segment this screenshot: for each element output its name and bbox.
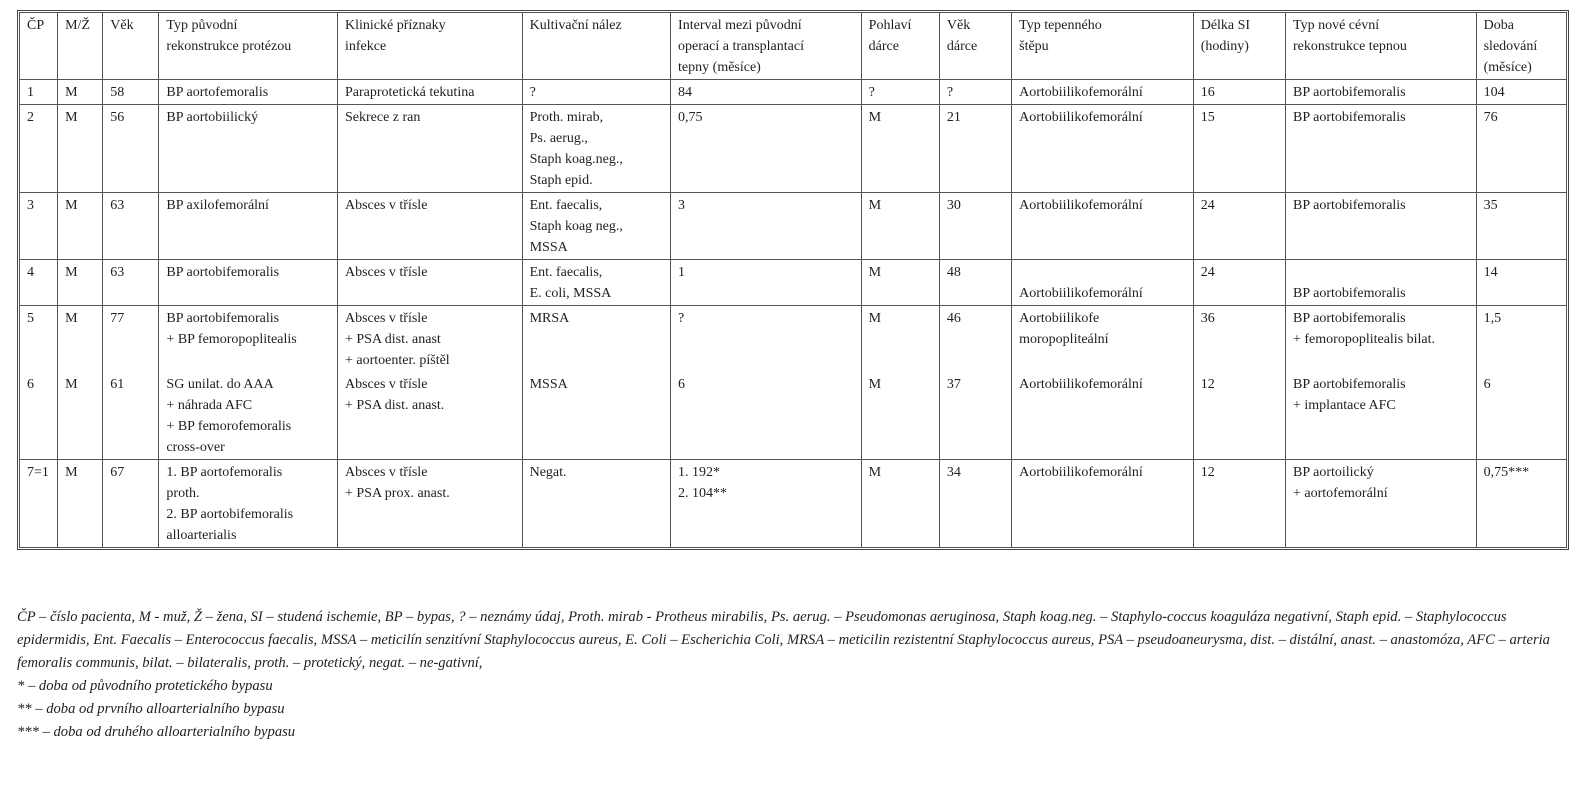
cell-donor-age: 34 bbox=[939, 460, 1011, 548]
cell-cp: 2 bbox=[20, 105, 58, 193]
cell-cp: 1 bbox=[20, 80, 58, 105]
table-row bbox=[20, 460, 1567, 548]
cell-follow-up: 1,5 bbox=[1476, 306, 1566, 373]
cell-original-reconstruction: BP axilofemorální bbox=[159, 193, 338, 260]
header-interval: Interval mezi původní operací a transplantací tepny (měsíce) bbox=[671, 13, 862, 80]
table-header-row bbox=[20, 13, 1567, 80]
cell-cold-ischemia: 12 bbox=[1193, 372, 1285, 460]
cell-culture: ? bbox=[522, 80, 670, 105]
cell-graft-type: Aortobiilikofemorální bbox=[1012, 193, 1194, 260]
cell-sex: M bbox=[58, 260, 103, 306]
cell-original-reconstruction: SG unilat. do AAA + náhrada AFC + BP femorofemoralis cross-over bbox=[159, 372, 338, 460]
cell-cold-ischemia: 15 bbox=[1193, 105, 1285, 193]
cell-new-reconstruction: BP aortobifemoralis + implantace AFC bbox=[1286, 372, 1477, 460]
cell-cold-ischemia: 16 bbox=[1193, 80, 1285, 105]
cell-cold-ischemia: 12 bbox=[1193, 460, 1285, 548]
cell-interval: 3 bbox=[671, 193, 862, 260]
footnote-triple-star: *** – doba od druhého alloarterialního bypasu bbox=[17, 724, 296, 740]
cell-age: 61 bbox=[103, 372, 159, 460]
cell-sex: M bbox=[58, 193, 103, 260]
cell-age: 63 bbox=[103, 260, 159, 306]
cell-culture: MSSA bbox=[522, 372, 670, 460]
table-frame bbox=[17, 10, 1569, 550]
cell-follow-up: 6 bbox=[1476, 372, 1566, 460]
cell-donor-sex: M bbox=[861, 193, 939, 260]
cell-follow-up: 0,75*** bbox=[1476, 460, 1566, 548]
cell-cold-ischemia: 24 bbox=[1193, 193, 1285, 260]
cell-interval: 84 bbox=[671, 80, 862, 105]
cell-sex: M bbox=[58, 80, 103, 105]
patients-table bbox=[19, 12, 1567, 548]
cell-clinical-symptoms: Absces v třísle + PSA prox. anast. bbox=[337, 460, 522, 548]
cell-culture: Ent. faecalis, E. coli, MSSA bbox=[522, 260, 670, 306]
cell-graft-type: Aortobiilikofe moropopliteální bbox=[1012, 306, 1194, 373]
cell-new-reconstruction: BP aortobifemoralis bbox=[1286, 80, 1477, 105]
cell-follow-up: 35 bbox=[1476, 193, 1566, 260]
cell-original-reconstruction: BP aortofemoralis bbox=[159, 80, 338, 105]
cell-interval: 1 bbox=[671, 260, 862, 306]
header-clinical-symptoms: Klinické příznaky infekce bbox=[337, 13, 522, 80]
header-original-reconstruction: Typ původní rekonstrukce protézou bbox=[159, 13, 338, 80]
cell-graft-type: Aortobiilikofemorální bbox=[1012, 105, 1194, 193]
cell-clinical-symptoms: Sekrece z ran bbox=[337, 105, 522, 193]
cell-cp: 7=1 bbox=[20, 460, 58, 548]
table-row bbox=[20, 306, 1567, 373]
cell-interval: 0,75 bbox=[671, 105, 862, 193]
cell-donor-sex: ? bbox=[861, 80, 939, 105]
cell-age: 56 bbox=[103, 105, 159, 193]
cell-graft-type: Aortobiilikofemorální bbox=[1012, 460, 1194, 548]
cell-new-reconstruction: BP aortobifemoralis bbox=[1286, 105, 1477, 193]
header-age: Věk bbox=[103, 13, 159, 80]
cell-follow-up: 14 bbox=[1476, 260, 1566, 306]
cell-donor-sex: M bbox=[861, 306, 939, 373]
cell-original-reconstruction: BP aortobifemoralis + BP femoropoplitealis bbox=[159, 306, 338, 373]
cell-new-reconstruction: BP aortobifemoralis bbox=[1286, 260, 1477, 306]
cell-donor-age: 48 bbox=[939, 260, 1011, 306]
cell-cp: 4 bbox=[20, 260, 58, 306]
cell-culture: MRSA bbox=[522, 306, 670, 373]
cell-clinical-symptoms: Absces v třísle bbox=[337, 193, 522, 260]
header-cold-ischemia: Délka SI (hodiny) bbox=[1193, 13, 1285, 80]
cell-original-reconstruction: BP aortobiilický bbox=[159, 105, 338, 193]
cell-new-reconstruction: BP aortobifemoralis bbox=[1286, 193, 1477, 260]
cell-clinical-symptoms: Absces v třísle + PSA dist. anast + aortoenter. píštěl bbox=[337, 306, 522, 373]
header-follow-up: Doba sledování (měsíce) bbox=[1476, 13, 1566, 80]
cell-age: 77 bbox=[103, 306, 159, 373]
footnote-single-star: * – doba od původního protetického bypasu bbox=[17, 678, 273, 694]
table-row bbox=[20, 260, 1567, 306]
cell-donor-sex: M bbox=[861, 260, 939, 306]
header-sex: M/Ž bbox=[58, 13, 103, 80]
header-new-reconstruction: Typ nové cévní rekonstrukce tepnou bbox=[1286, 13, 1477, 80]
header-graft-type: Typ tepenného štěpu bbox=[1012, 13, 1194, 80]
header-culture: Kultivační nález bbox=[522, 13, 670, 80]
table-footnotes bbox=[17, 606, 1569, 744]
header-cp: ČP bbox=[20, 13, 58, 80]
cell-original-reconstruction: BP aortobifemoralis bbox=[159, 260, 338, 306]
cell-donor-age: 37 bbox=[939, 372, 1011, 460]
cell-donor-age: 46 bbox=[939, 306, 1011, 373]
cell-donor-age: ? bbox=[939, 80, 1011, 105]
table-row bbox=[20, 105, 1567, 193]
footnote-double-star: ** – doba od prvního alloarterialního bypasu bbox=[17, 701, 285, 717]
header-donor-sex: Pohlaví dárce bbox=[861, 13, 939, 80]
cell-sex: M bbox=[58, 460, 103, 548]
cell-graft-type: Aortobiilikofemorální bbox=[1012, 80, 1194, 105]
cell-donor-sex: M bbox=[861, 372, 939, 460]
cell-donor-age: 30 bbox=[939, 193, 1011, 260]
cell-cp: 6 bbox=[20, 372, 58, 460]
cell-donor-sex: M bbox=[861, 105, 939, 193]
cell-follow-up: 104 bbox=[1476, 80, 1566, 105]
cell-new-reconstruction: BP aortoilický + aortofemorální bbox=[1286, 460, 1477, 548]
cell-clinical-symptoms: Absces v třísle bbox=[337, 260, 522, 306]
cell-new-reconstruction: BP aortobifemoralis + femoropoplitealis bilat. bbox=[1286, 306, 1477, 373]
cell-age: 58 bbox=[103, 80, 159, 105]
table-row bbox=[20, 80, 1567, 105]
cell-cold-ischemia: 36 bbox=[1193, 306, 1285, 373]
abbreviations-note: ČP – číslo pacienta, M - muž, Ž – žena, SI – studená ischemie, BP – bypas, ? – neznámy údaj, Proth. mirab - Protheus mirabilis, Ps. aerug. – Pseudomonas aeruginosa, Staph koag.neg. – Staphylo-coccus koaguláza negativní, Staph epid. – Staphylococcus epidermidis, Ent. Faecalis – Enterococcus faecalis, MSSA – meticilín senzitívní Staphylococcus aureus, E. Coli – Escherichia Coli, MRSA – meticilin rezistentní Staphylococcus aureus, PSA – pseudoaneurysma, dist. – distální, anast. – anastomóza, AFC – arteria femoralis communis, bilat. – bilateralis, proth. – protetický, negat. – ne-gativní, bbox=[17, 609, 1550, 671]
cell-age: 67 bbox=[103, 460, 159, 548]
cell-clinical-symptoms: Absces v třísle + PSA dist. anast. bbox=[337, 372, 522, 460]
cell-interval: 6 bbox=[671, 372, 862, 460]
cell-donor-sex: M bbox=[861, 460, 939, 548]
cell-interval: 1. 192* 2. 104** bbox=[671, 460, 862, 548]
cell-clinical-symptoms: Paraprotetická tekutina bbox=[337, 80, 522, 105]
cell-graft-type: Aortobiilikofemorální bbox=[1012, 260, 1194, 306]
cell-follow-up: 76 bbox=[1476, 105, 1566, 193]
cell-sex: M bbox=[58, 306, 103, 373]
cell-culture: Ent. faecalis, Staph koag neg., MSSA bbox=[522, 193, 670, 260]
header-donor-age: Věk dárce bbox=[939, 13, 1011, 80]
cell-cold-ischemia: 24 bbox=[1193, 260, 1285, 306]
cell-culture: Negat. bbox=[522, 460, 670, 548]
cell-original-reconstruction: 1. BP aortofemoralis proth. 2. BP aortobifemoralis alloarterialis bbox=[159, 460, 338, 548]
table-row bbox=[20, 193, 1567, 260]
cell-donor-age: 21 bbox=[939, 105, 1011, 193]
cell-graft-type: Aortobiilikofemorální bbox=[1012, 372, 1194, 460]
cell-sex: M bbox=[58, 372, 103, 460]
cell-cp: 5 bbox=[20, 306, 58, 373]
cell-sex: M bbox=[58, 105, 103, 193]
cell-cp: 3 bbox=[20, 193, 58, 260]
table-row bbox=[20, 372, 1567, 460]
cell-age: 63 bbox=[103, 193, 159, 260]
cell-interval: ? bbox=[671, 306, 862, 373]
cell-culture: Proth. mirab, Ps. aerug., Staph koag.neg., Staph epid. bbox=[522, 105, 670, 193]
